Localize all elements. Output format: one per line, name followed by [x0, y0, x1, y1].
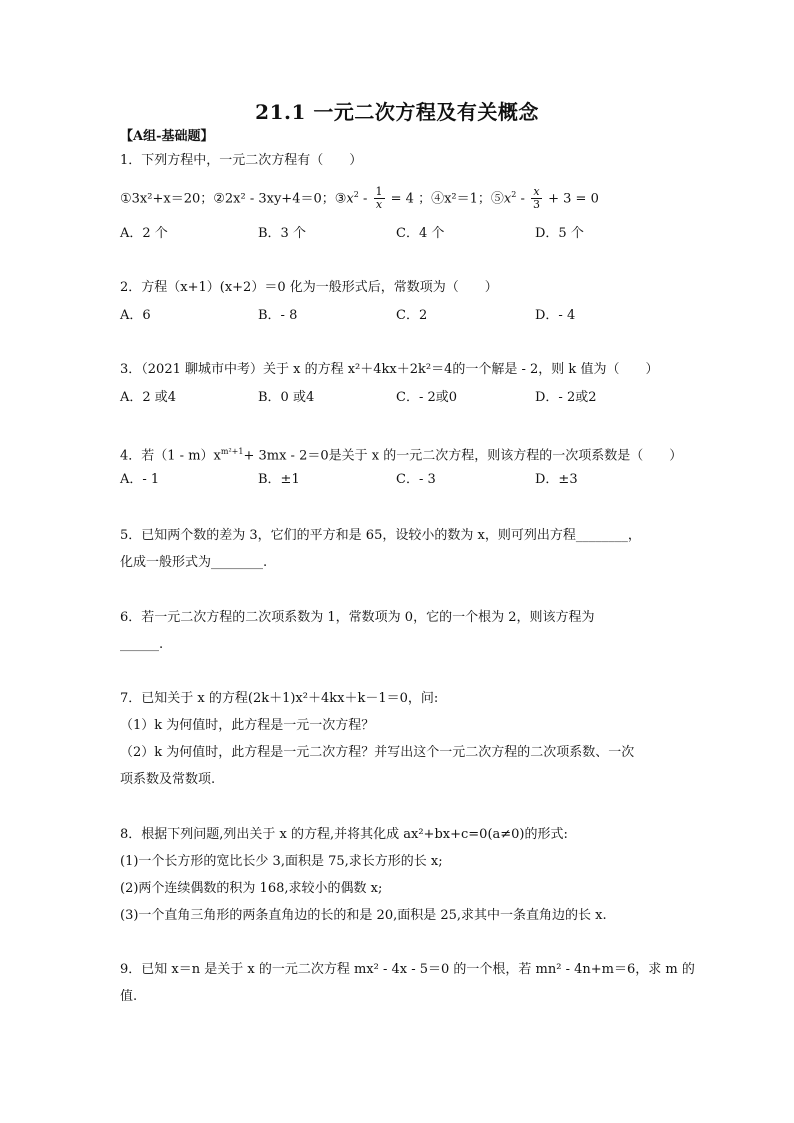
q9-line-1: 9．已知 x＝n 是关于 x 的一元二次方程 mx² - 4x - 5＝0 的一个根，若 mn² - 4n+m＝6，求 m 的: [120, 962, 695, 977]
q9-line-2: 值.: [120, 989, 138, 1004]
q7-line-3: （2）k 为何值时，此方程是一元二次方程？并写出这个一元二次方程的二次项系数、一次: [120, 745, 635, 760]
q2-option-d: D．- 4: [535, 308, 576, 323]
q1-stem: 1．下列方程中，一元二次方程有（ ）: [120, 153, 363, 168]
q4-stem: [120, 443, 682, 465]
q1-option-a: A．2 个: [120, 226, 168, 241]
q8-line-2: (1)一个长方形的宽比长少 3,面积是 75,求长方形的长 x;: [120, 854, 443, 869]
q1-option-b: B．3 个: [258, 226, 306, 241]
q6-line-2: ______.: [120, 637, 164, 652]
q3-option-b: B．0 或4: [258, 390, 315, 405]
q7-line-4: 项系数及常数项.: [120, 772, 216, 787]
q4-stem-part1: 4．若（1 - m）x: [120, 448, 221, 464]
q1-eq-part1: ①3x²+x＝20；②2x² - 3xy+4＝0；③: [120, 191, 347, 207]
q1-fraction-1: $\frac{1}{x}$: [375, 185, 383, 212]
q1-eq-part3: + 3 = 0: [544, 191, 599, 207]
q8-line-1: 8．根据下列问题,列出关于 x 的方程,并将其化成 ax²+bx+c=0(a≠0)的形式:: [120, 827, 568, 842]
q5-line-2: 化成一般形式为________.: [120, 555, 268, 570]
q4-option-a: A．- 1: [120, 472, 160, 487]
q8-line-4: (3)一个直角三角形的两条直角边的长的和是 20,面积是 25,求其中一条直角边的长 x.: [120, 908, 607, 923]
q4-exponent: m²+1: [220, 447, 244, 456]
q4-option-b: B．±1: [258, 472, 300, 487]
q3-stem: 3．（2021 聊城市中考）关于 x 的方程 x²＋4kx＋2k²＝4的一个解是 - 2，则 k 值为（ ）: [120, 362, 659, 377]
q8-line-3: (2)两个连续偶数的积为 168,求较小的偶数 x;: [120, 881, 383, 896]
section-heading: 【A组-基础题】: [120, 129, 214, 144]
q3-option-d: D．- 2或2: [535, 390, 597, 405]
q1-eq-x: x: [346, 191, 354, 207]
q2-option-c: C．2: [396, 308, 428, 323]
q5-line-1: 5．已知两个数的差为 3，它们的平方和是 65，设较小的数为 x，则可列出方程________，: [120, 528, 641, 543]
q2-stem: 2．方程（x+1）(x+2）＝0 化为一般形式后，常数项为（ ）: [120, 280, 498, 295]
q1-option-c: C．4 个: [396, 226, 445, 241]
q2-option-b: B．- 8: [258, 308, 298, 323]
q3-option-a: A．2 或4: [120, 390, 177, 405]
q7-line-1: 7．已知关于 x 的方程(2k＋1)x²＋4kx＋k－1＝0，问:: [120, 691, 439, 706]
q4-stem-part2: + 3mx - 2＝0是关于 x 的一元二次方程，则该方程的一次项系数是（ ）: [243, 448, 683, 464]
q2-option-a: A．6: [120, 308, 151, 323]
q1-option-d: D．5 个: [535, 226, 584, 241]
q1-fraction-2: $\frac{x}{3}$: [533, 185, 540, 212]
q4-option-c: C．- 3: [396, 472, 436, 487]
q4-option-d: D．±3: [535, 472, 578, 487]
q1-equations: ①3x²+x＝20；②2x² - 3xy+4＝0；$③x^2$ - $\frac{1}{x}$ = 4 ；④x²＝1；$⑤x^2$ - $\frac{x}{3}$ + 3 = 0: [120, 185, 599, 212]
q6-line-1: 6．若一元二次方程的二次项系数为 1，常数项为 0，它的一个根为 2，则该方程为: [120, 610, 595, 625]
page-title: 21.1 一元二次方程及有关概念: [255, 100, 539, 124]
q7-line-2: （1）k 为何值时，此方程是一元一次方程？: [120, 718, 375, 733]
q1-eq-part2: = 4 ；④x²＝1；⑤: [386, 191, 504, 207]
q3-option-c: C．- 2或0: [396, 390, 458, 405]
